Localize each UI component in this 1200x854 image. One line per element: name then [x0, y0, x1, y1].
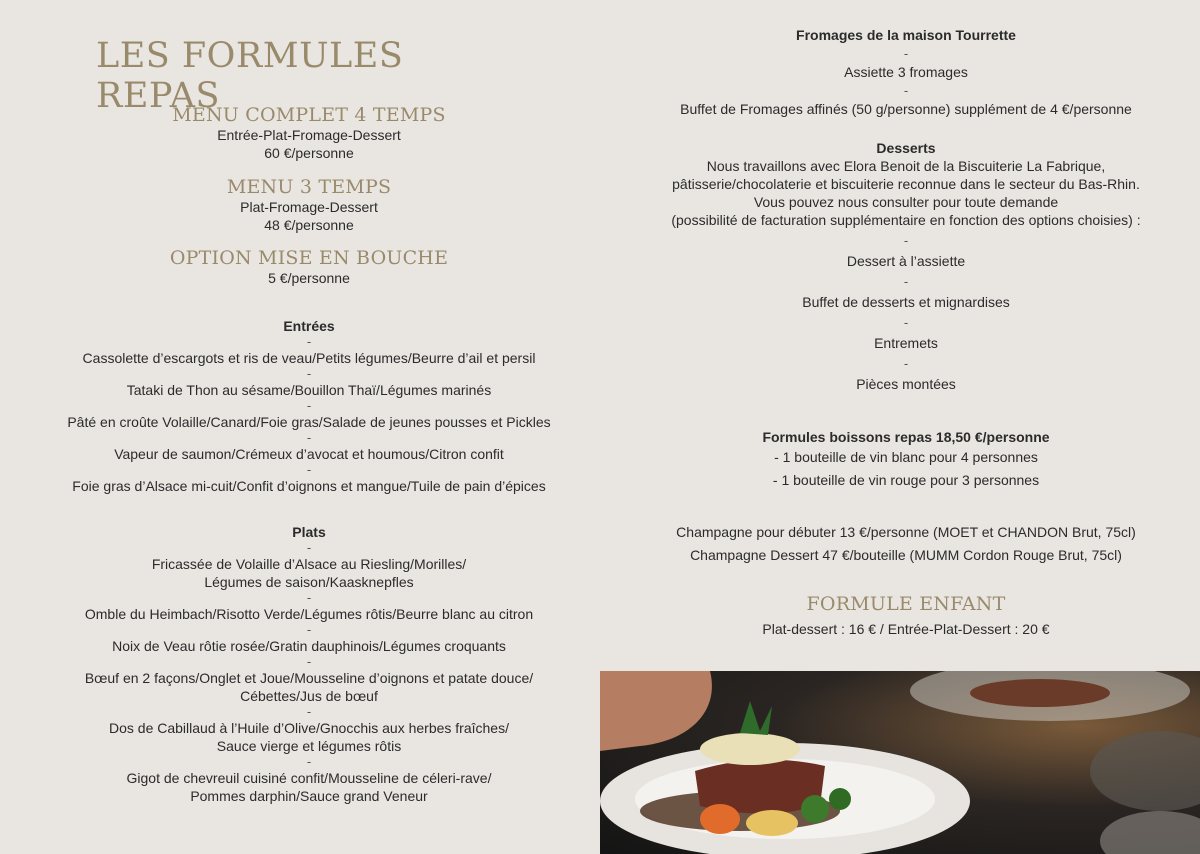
- separator: -: [903, 274, 909, 289]
- dessert-intro: Nous travaillons avec Elora Benoit de la Biscuiterie La Fabrique,: [706, 158, 1106, 174]
- carrot: [700, 804, 740, 834]
- dessert-intro: Vous pouvez nous consulter pour toute demande: [753, 194, 1059, 210]
- separator: -: [903, 83, 909, 98]
- desserts-section: [612, 139, 1200, 393]
- herb-garnish: [740, 701, 772, 735]
- puree: [700, 733, 800, 765]
- menu-heading: OPTION MISE EN BOUCHE: [169, 247, 449, 269]
- boissons-section: [612, 428, 1200, 492]
- separator: -: [306, 334, 312, 349]
- list-item: Sauce vierge et légumes rôtis: [216, 738, 402, 754]
- menu-courses: Entrée-Plat-Fromage-Dessert: [217, 127, 401, 143]
- list-item: Cassolette d’escargots et ris de veau/Petits légumes/Beurre d’ail et persil: [82, 350, 536, 366]
- menu-heading: MENU COMPLET 4 TEMPS: [172, 104, 446, 126]
- list-item: Entremets: [874, 335, 938, 351]
- menu-courses: Plat-Fromage-Dessert: [240, 199, 378, 215]
- dish-photo: [600, 671, 1200, 854]
- list-item: Buffet de desserts et mignardises: [802, 294, 1010, 310]
- list-item: Fricassée de Volaille d’Alsace au Riesling/Morilles/: [151, 556, 467, 572]
- entrees-section: [20, 317, 598, 495]
- list-item: Cébettes/Jus de bœuf: [240, 688, 378, 704]
- list-item: Omble du Heimbach/Risotto Verde/Légumes rôtis/Beurre blanc au citron: [84, 606, 534, 622]
- list-item: Foie gras d’Alsace mi-cuit/Confit d’oignons et mangue/Tuile de pain d’épices: [72, 478, 546, 494]
- dish-illustration: [600, 671, 1200, 854]
- list-item: Buffet de Fromages affinés (50 g/personne) supplément de 4 €/personne: [680, 101, 1132, 117]
- separator: -: [903, 315, 909, 330]
- list-item: Légumes de saison/Kaasknepfles: [204, 574, 414, 590]
- separator: -: [306, 622, 312, 637]
- menu-heading: FORMULE ENFANT: [806, 593, 1006, 615]
- list-item: Dessert à l’assiette: [846, 253, 966, 269]
- separator: -: [903, 46, 909, 61]
- separator: -: [306, 398, 312, 413]
- dessert-intro: (possibilité de facturation supplémentaire en fonction des options choisies) :: [671, 212, 1141, 228]
- list-item: Gigot de chevreuil cuisiné confit/Mousseline de céleri-rave/: [126, 770, 492, 786]
- separator: -: [306, 540, 312, 555]
- separator: -: [306, 754, 312, 769]
- separator: -: [306, 654, 312, 669]
- list-item: Tataki de Thon au sésame/Bouillon Thaï/Légumes marinés: [126, 382, 492, 398]
- left-column: [20, 0, 598, 854]
- separator: -: [903, 233, 909, 248]
- page-title: LES FORMULES REPAS: [96, 36, 404, 116]
- potato: [746, 810, 798, 836]
- list-item: Pièces montées: [856, 376, 956, 392]
- list-item: Noix de Veau rôtie rosée/Gratin dauphinois/Légumes croquants: [112, 638, 506, 654]
- section-title: Plats: [292, 524, 326, 540]
- option-mise-en-bouche: [20, 247, 598, 287]
- chef-hand: [600, 671, 712, 751]
- menu-complet: [20, 104, 598, 162]
- list-item: Dos de Cabillaud à l’Huile d’Olive/Gnocchis aux herbes fraîches/: [109, 720, 509, 736]
- separator: -: [306, 430, 312, 445]
- section-title: Fromages de la maison Tourrette: [796, 27, 1016, 43]
- list-item: Bœuf en 2 façons/Onglet et Joue/Mousseline d’oignons et patate douce/: [84, 670, 534, 686]
- section-title: Entrées: [283, 318, 335, 334]
- list-item: Assiette 3 fromages: [844, 64, 968, 80]
- menu-price: Plat-dessert : 16 € / Entrée-Plat-Dessert : 20 €: [762, 621, 1050, 637]
- section-title: Desserts: [876, 140, 936, 156]
- menu-price: 5 €/personne: [268, 270, 350, 286]
- background-plate: [1090, 731, 1200, 811]
- champagne-section: [612, 521, 1200, 567]
- list-item: - 1 bouteille de vin rouge pour 3 personnes: [772, 472, 1040, 488]
- list-item: Vapeur de saumon/Crémeux d’avocat et houmous/Citron confit: [114, 446, 504, 462]
- separator: -: [306, 366, 312, 381]
- separator: -: [306, 462, 312, 477]
- menu-3-temps: [20, 176, 598, 234]
- menu-heading: MENU 3 TEMPS: [226, 176, 392, 198]
- fromages-section: [612, 26, 1200, 118]
- background-plate: [1100, 811, 1200, 854]
- menu-price: 60 €/personne: [264, 145, 354, 161]
- separator: -: [306, 590, 312, 605]
- section-title: Formules boissons repas 18,50 €/personne: [762, 429, 1050, 445]
- formule-enfant: [612, 593, 1200, 638]
- list-item: Pâté en croûte Volaille/Canard/Foie gras/Salade de jeunes pousses et Pickles: [67, 414, 551, 430]
- dessert-intro: pâtisserie/chocolaterie et biscuiterie reconnue dans le secteur du Bas-Rhin.: [672, 176, 1140, 192]
- separator: -: [903, 356, 909, 371]
- plats-section: [20, 523, 598, 805]
- list-item: - 1 bouteille de vin blanc pour 4 personnes: [774, 449, 1038, 465]
- menu-price: 48 €/personne: [264, 217, 354, 233]
- broccoli: [801, 795, 829, 823]
- broccoli: [829, 788, 851, 810]
- separator: -: [306, 704, 312, 719]
- list-item: Champagne Dessert 47 €/bouteille (MUMM Cordon Rouge Brut, 75cl): [690, 547, 1122, 563]
- list-item: Pommes darphin/Sauce grand Veneur: [190, 788, 428, 804]
- background-meat: [970, 679, 1110, 707]
- list-item: Champagne pour débuter 13 €/personne (MOET et CHANDON Brut, 75cl): [676, 524, 1136, 540]
